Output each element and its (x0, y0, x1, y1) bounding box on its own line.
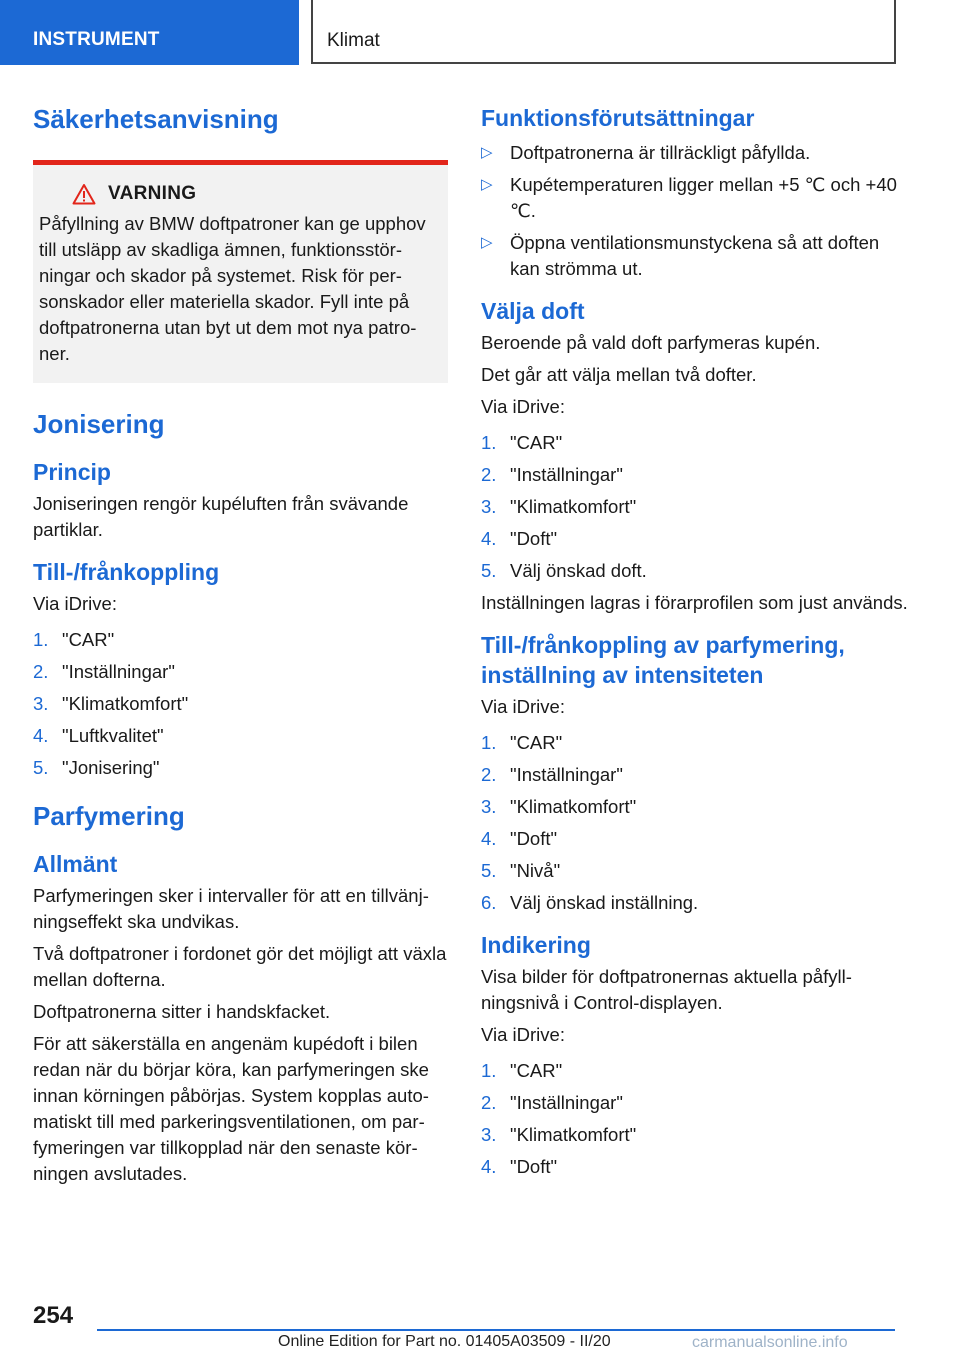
perfume-heading: Parfymering (33, 801, 185, 831)
list-item: 2. "Inställningar" (481, 1092, 623, 1113)
ionisation-heading: Jonisering (33, 409, 165, 439)
page-number: 254 (33, 1302, 74, 1329)
footer-divider (97, 1329, 895, 1331)
warning-header (72, 183, 438, 205)
left-column (33, 100, 448, 1187)
list-item: 1. "CAR" (481, 732, 563, 753)
onoff-via: Via iDrive: (33, 593, 117, 614)
warning-triangle-icon (72, 183, 96, 205)
right-column (481, 100, 911, 1186)
list-item: 6. Välj önskad inställning. (481, 892, 699, 913)
indication-text: Visa bilder för doftpatronernas aktuella påfyllningsnivå i Control-displayen. (481, 966, 852, 1013)
list-item: 4. "Doft" (481, 1156, 558, 1177)
principle-text: Joniseringen rengör kupéluften från svävande partiklar. (33, 493, 409, 540)
list-item: 1. "CAR" (481, 432, 563, 453)
general-para: Parfymeringen sker i intervaller för att en tillvänjningseffekt ska undvikas. (33, 885, 429, 932)
section-tab: INSTRUMENT (0, 0, 299, 65)
select-para: Beroende på vald doft parfymeras kupén. (481, 332, 821, 353)
select-para: Det går att välja mellan två dofter. (481, 364, 757, 385)
list-item: 5. "Nivå" (481, 860, 561, 881)
warning-box (33, 160, 448, 383)
select-heading: Välja doft (481, 298, 585, 324)
intensity-via: Via iDrive: (481, 696, 565, 717)
prereq-heading: Funktionsförutsättningar (481, 105, 755, 131)
safety-heading: Säkerhetsanvisning (33, 104, 279, 134)
select-after: Inställningen lagras i förarprofilen som just används. (481, 592, 908, 613)
list-item: 5. Välj önskad doft. (481, 560, 647, 581)
list-item: 4. "Doft" (481, 828, 558, 849)
bullet-triangle-icon: ▷ (481, 176, 493, 193)
warning-text: Påfyllning av BMW doftpatroner kan ge upphov till utsläpp av skadliga ämnen, funktionsstörningar och skador på systemet. Risk för personskador eller materiella skador. Fyll inte på doftpatronerna utan byt ut dem mot nya patroner. (39, 213, 426, 364)
list-item: 1. "CAR" (481, 1060, 563, 1081)
list-item: ▷ Öppna ventilationsmunstyckena så att doften kan strömma ut. (481, 232, 880, 279)
list-item: 1. "CAR" (33, 629, 115, 650)
list-item: 4. "Luftkvalitet" (33, 725, 164, 746)
onoff-heading: Till-/frånkoppling (33, 559, 220, 585)
onoff-steps (33, 627, 448, 781)
list-item: 2. "Inställningar" (481, 764, 623, 785)
principle-heading: Princip (33, 459, 111, 485)
list-item: 4. "Doft" (481, 528, 558, 549)
list-item: 3. "Klimatkomfort" (481, 496, 637, 517)
general-para: Två doftpatroner i fordonet gör det möjligt att växla mellan dofterna. (33, 943, 447, 990)
select-steps (481, 430, 911, 584)
list-item: ▷ Kupétemperaturen ligger mellan +5 ℃ och +40 ℃. (481, 174, 897, 221)
list-item: 3. "Klimatkomfort" (481, 1124, 637, 1145)
select-para: Via iDrive: (481, 396, 565, 417)
chapter-title: Klimat (311, 0, 896, 64)
intensity-heading: Till-/frånkoppling av parfymering, inställning av intensiteten (481, 632, 845, 688)
general-para: För att säkerställa en angenäm kupédoft i bilen redan när du börjar köra, kan parfymeringen ske innan körningen påbörjas. System kopplas automatiskt till med parkeringsventilationen, om parfymeringen var tillkopplad när den senaste körningen avslutades. (33, 1033, 429, 1184)
list-item: 3. "Klimatkomfort" (481, 796, 637, 817)
indication-via: Via iDrive: (481, 1024, 565, 1045)
indication-steps (481, 1058, 911, 1180)
general-para: Doftpatronerna sitter i handskfacket. (33, 1001, 331, 1022)
list-item: ▷ Doftpatronerna är tillräckligt påfyllda. (481, 140, 911, 166)
list-item: 5. "Jonisering" (33, 757, 160, 778)
list-item: 2. "Inställningar" (33, 661, 175, 682)
watermark: carmanualsonline.info (692, 1334, 848, 1351)
list-item: 3. "Klimatkomfort" (33, 693, 189, 714)
indication-heading: Indikering (481, 932, 591, 958)
warning-title: VARNING (108, 183, 197, 204)
list-item: 2. "Inställningar" (481, 464, 623, 485)
bullet-triangle-icon: ▷ (481, 144, 493, 161)
general-heading: Allmänt (33, 851, 118, 877)
prereq-list (481, 140, 911, 282)
intensity-steps (481, 730, 911, 916)
edition-text: Online Edition for Part no. 01405A03509 - II/20 (278, 1333, 611, 1350)
bullet-triangle-icon: ▷ (481, 234, 493, 251)
